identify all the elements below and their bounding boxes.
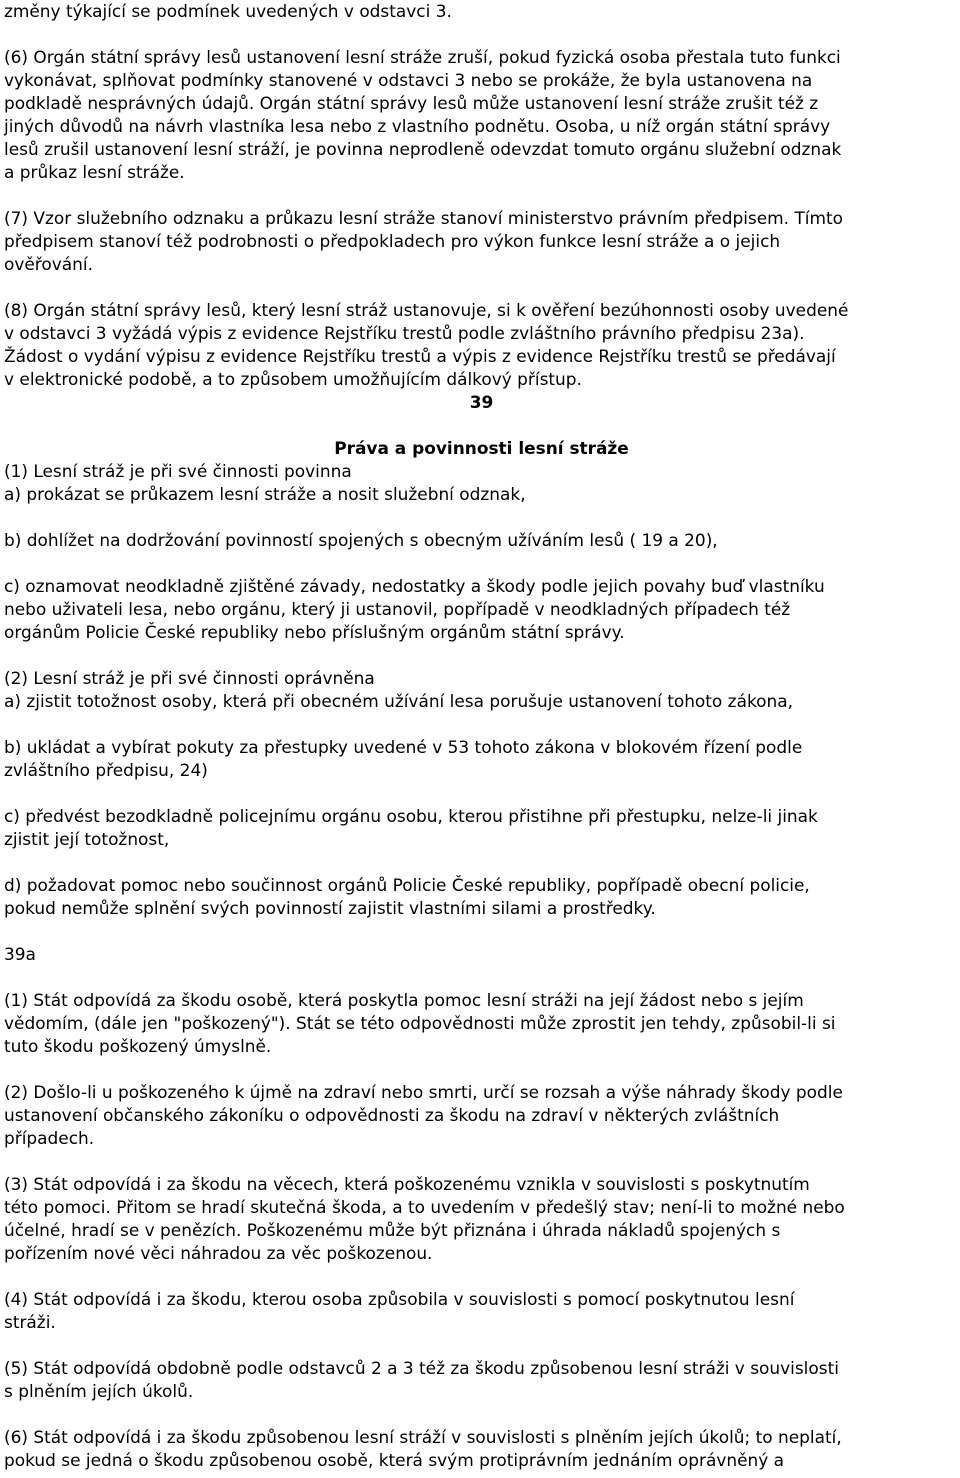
s39a-p1	[4, 989, 959, 1058]
paragraph-line: této pomoci. Přitom se hradí skutečná škoda, a to uvedením v předešlý stav; není-li to možné nebo	[4, 1197, 845, 1217]
paragraph-8	[4, 299, 959, 391]
paragraph-line: případech.	[4, 1128, 95, 1148]
paragraph-line: tuto škodu poškozený úmyslně.	[4, 1036, 272, 1056]
paragraph-line: v elektronické podobě, a to způsobem umožňujícím dálkový přístup.	[4, 369, 582, 389]
section-39-number: 39	[469, 392, 494, 412]
paragraph-line: (4) Stát odpovídá i za škodu, kterou osoba způsobila v souvislosti s pomocí poskytnutou lesní	[4, 1289, 795, 1309]
paragraph-line: s plněním jejích úkolů.	[4, 1381, 194, 1401]
document-page	[4, 0, 959, 1472]
paragraph-line: c) předvést bezodkladně policejnímu orgánu osobu, kterou přistihne při přestupku, nelze-li jinak	[4, 806, 818, 826]
s39a-p4	[4, 1288, 959, 1334]
s39a-p2	[4, 1081, 959, 1150]
paragraph-line: orgánům Policie České republiky nebo příslušným orgánům státní správy.	[4, 622, 625, 642]
section-39a-number: 39a	[4, 944, 36, 964]
paragraph-line: (6) Orgán státní správy lesů ustanovení lesní stráže zruší, pokud fyzická osoba přestala tuto funkci	[4, 47, 841, 67]
intro-line: změny týkající se podmínek uvedených v odstavci 3.	[4, 1, 452, 21]
paragraph-line: stráži.	[4, 1312, 56, 1332]
section-39-title: Práva a povinnosti lesní stráže	[334, 438, 629, 458]
s39a-p6	[4, 1426, 959, 1472]
paragraph-line: vědomím, (dále jen "poškozený"). Stát se této odpovědnosti může zprostit jen tehdy, způsobil-li si	[4, 1013, 836, 1033]
paragraph-line: b) ukládat a vybírat pokuty za přestupky uvedené v 53 tohoto zákona v blokovém řízení podle	[4, 737, 803, 757]
s39-p1-c	[4, 575, 959, 644]
paragraph-line: lesů zrušil ustanovení lesní stráží, je povinna neprodleně odevzdat tomuto orgánu služební odznak	[4, 139, 842, 159]
paragraph-line: pokud nemůže splnění svých povinností zajistit vlastními silami a prostředky.	[4, 898, 656, 918]
paragraph-6	[4, 46, 959, 184]
paragraph-line: a průkaz lesní stráže.	[4, 162, 185, 182]
s39a-p5	[4, 1357, 959, 1403]
paragraph-line: účelné, hradí se v penězích. Poškozenému může být přiznána i úhrada nákladů spojených s	[4, 1220, 781, 1240]
paragraph-line: d) požadovat pomoc nebo součinnost orgánů Policie České republiky, popřípadě obecní policie,	[4, 875, 810, 895]
paragraph-line: (3) Stát odpovídá i za škodu na věcech, která poškozenému vznikla v souvislosti s poskytnutím	[4, 1174, 810, 1194]
s39-p2-c	[4, 805, 959, 851]
s39a-p3	[4, 1173, 959, 1265]
paragraph-line: pořízením nové věci náhradou za věc poškozenou.	[4, 1243, 433, 1263]
s39-p1-intro: (1) Lesní stráž je při své činnosti povinna	[4, 461, 352, 481]
s39-p2-d	[4, 874, 959, 920]
paragraph-line: podkladě nesprávných údajů. Orgán státní správy lesů může ustanovení lesní stráže zrušit též z	[4, 93, 819, 113]
s39-p2-b	[4, 736, 959, 782]
s39-p2-intro: (2) Lesní stráž je při své činnosti oprávněna	[4, 668, 375, 688]
paragraph-line: (5) Stát odpovídá obdobně podle odstavců 2 a 3 též za škodu způsobenou lesní stráži v souvislosti	[4, 1358, 839, 1378]
paragraph-line: zvláštního předpisu, 24)	[4, 760, 208, 780]
paragraph-line: (6) Stát odpovídá i za škodu způsobenou lesní stráží v souvislosti s plněním jejích úkolů; to neplatí,	[4, 1427, 842, 1447]
paragraph-line: ověřování.	[4, 254, 93, 274]
paragraph-line: c) oznamovat neodkladně zjištěné závady, nedostatky a škody podle jejich povahy buď vlastníku	[4, 576, 825, 596]
paragraph-line: (1) Stát odpovídá za škodu osobě, která poskytla pomoc lesní stráži na její žádost nebo s jejím	[4, 990, 804, 1010]
paragraph-line: Žádost o vydání výpisu z evidence Rejstříku trestů a výpis z evidence Rejstříku trestů se předávají	[4, 346, 836, 366]
paragraph-line: pokud se jedná o škodu způsobenou osobě, která svým protiprávním jednáním oprávněný a	[4, 1450, 785, 1470]
paragraph-line: v odstavci 3 vyžádá výpis z evidence Rejstříku trestů podle zvláštního právního předpisu 23a).	[4, 323, 805, 343]
paragraph-line: vykonávat, splňovat podmínky stanovené v odstavci 3 nebo se prokáže, že byla ustanovena na	[4, 70, 813, 90]
paragraph-line: (2) Došlo-li u poškozeného k újmě na zdraví nebo smrti, určí se rozsah a výše náhrady škody podle	[4, 1082, 843, 1102]
paragraph-7	[4, 207, 959, 276]
paragraph-line: předpisem stanoví též podrobnosti o předpokladech pro výkon funkce lesní stráže a o jejich	[4, 231, 781, 251]
paragraph-line: zjistit její totožnost,	[4, 829, 170, 849]
paragraph-line: nebo uživateli lesa, nebo orgánu, který ji ustanovil, popřípadě v neodkladných případech též	[4, 599, 791, 619]
paragraph-line: ustanovení občanského zákoníku o odpovědnosti za škodu na zdraví v některých zvláštních	[4, 1105, 780, 1125]
paragraph-line: jiných důvodů na návrh vlastníka lesa nebo z vlastního podnětu. Osoba, u níž orgán státní správy	[4, 116, 831, 136]
paragraph-line: (7) Vzor služebního odznaku a průkazu lesní stráže stanoví ministerstvo právním předpisem. Tímto	[4, 208, 843, 228]
s39-p1-a: a) prokázat se průkazem lesní stráže a nosit služební odznak,	[4, 484, 526, 504]
s39-p2-a: a) zjistit totožnost osoby, která při obecném užívání lesa porušuje ustanovení tohoto zákona,	[4, 691, 794, 711]
s39-p1-b: b) dohlížet na dodržování povinností spojených s obecným užíváním lesů ( 19 a 20),	[4, 530, 718, 550]
paragraph-line: (8) Orgán státní správy lesů, který lesní stráž ustanovuje, si k ověření bezúhonnosti osoby uvedené	[4, 300, 849, 320]
